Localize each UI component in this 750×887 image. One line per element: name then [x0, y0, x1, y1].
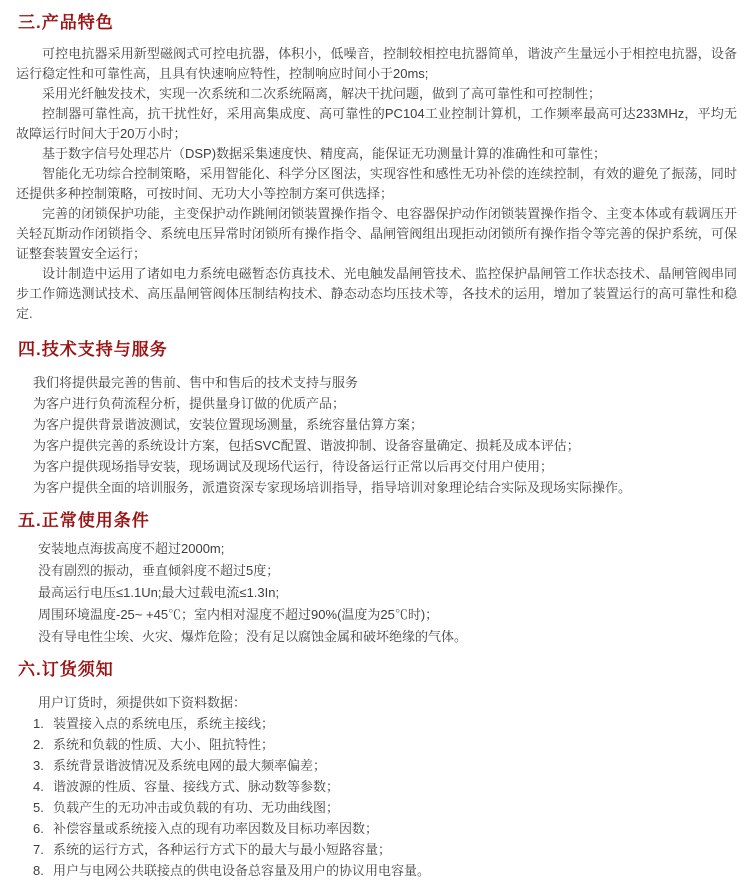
section-use-conditions — [16, 511, 737, 648]
feature-paragraph: 设计制造中运用了诸如电力系统电磁暂态仿真技术、光电触发晶闸管技术、监控保护晶闸管工作状态技术、晶闸管阀串同步工作筛选测试技术、高压晶闸管阀体压制结构技术、静态动态均压技术等，各技术的运用，增加了装置运行的高可靠性和稳定. — [16, 266, 737, 321]
condition-line: 没有剧烈的振动，垂直倾斜度不超过5度； — [38, 563, 280, 578]
section-heading-product-features: 三.产品特色 — [18, 13, 114, 32]
section-heading-tech-support: 四.技术支持与服务 — [18, 340, 168, 359]
section-product-features — [16, 13, 737, 324]
ordering-item-number: 8. — [33, 863, 44, 878]
ordering-item-text: 补偿容量或系统接入点的现有功率因数及目标功率因数； — [53, 821, 379, 836]
support-line: 为客户进行负荷流程分析，提供量身订做的优质产品； — [33, 396, 346, 411]
feature-paragraph: 采用光纤触发技术，实现一次系统和二次系统隔离，解决干扰问题，做到了高可靠性和可控制性； — [42, 86, 602, 101]
support-line: 为客户提供全面的培训服务，派遣资深专家现场培训指导，指导培训对象理论结合实际及现场实际操作。 — [33, 480, 632, 495]
condition-line: 周围环境温度-25~ +45℃；室内相对湿度不超过90%(温度为25℃时)； — [38, 607, 439, 622]
ordering-intro: 用户订货时，须提供如下资料数据： — [38, 695, 247, 710]
ordering-item-number: 1. — [33, 716, 44, 731]
feature-paragraph: 完善的闭锁保护功能，主变保护动作跳闸闭锁装置操作指令、电容器保护动作闭锁装置操作指令、主变本体或有载调压开关轻瓦斯动作闭锁指令、系统电压异常时闭锁所有操作指令、晶闸管阀组出现拒动闭锁所有操作指令等完善的保护系统，可保证整套装置安全运行； — [16, 206, 737, 261]
ordering-item — [33, 755, 737, 776]
ordering-item-number: 3. — [33, 758, 44, 773]
support-line: 为客户提供现场指导安装，现场调试及现场代运行，待设备运行正常以后再交付用户使用； — [33, 459, 554, 474]
ordering-item — [33, 776, 737, 797]
feature-paragraph: 基于数字信号处理芯片（DSP)数据采集速度快、精度高，能保证无功测量计算的准确性和可靠性； — [42, 146, 607, 161]
ordering-item-text: 装置接入点的系统电压，系统主接线； — [53, 716, 275, 731]
feature-paragraph: 智能化无功综合控制策略，采用智能化、科学分区图法，实现容性和感性无功补偿的连续控制，有效的避免了振荡，同时还提供多种控制策略，可按时间、无功大小等控制方案可供选择； — [16, 166, 737, 201]
section-tech-support — [16, 340, 737, 498]
ordering-item — [33, 713, 737, 734]
ordering-item — [33, 734, 737, 755]
ordering-item — [33, 797, 737, 818]
condition-line: 安装地点海拔高度不超过2000m; — [38, 541, 225, 556]
ordering-item-number: 6. — [33, 821, 44, 836]
condition-line: 最高运行电压≤1.1Un;最大过载电流≤1.3In; — [38, 585, 280, 600]
ordering-item-number: 7. — [33, 842, 44, 857]
ordering-item-text: 谐波源的性质、容量、接线方式、脉动数等参数； — [53, 779, 340, 794]
support-line: 为客户提供背景谐波测试，安装位置现场测量，系统容量估算方案； — [33, 417, 424, 432]
ordering-item-text: 系统的运行方式，各种运行方式下的最大与最小短路容量； — [53, 842, 392, 857]
ordering-item-number: 5. — [33, 800, 44, 815]
feature-paragraph: 控制器可靠性高，抗干扰性好，采用高集成度、高可靠性的PC104工业控制计算机，工作频率最高可达233MHz，平均无故障运行时间大于20万小时； — [16, 106, 737, 141]
feature-paragraph: 可控电抗器采用新型磁阀式可控电抗器，体积小，低噪音，控制较相控电抗器简单，谐波产生量远小于相控电抗器，设备运行稳定性和可靠性高，且具有快速响应特性，控制响应时间小于20ms; — [16, 46, 737, 81]
use-conditions-body — [16, 538, 737, 648]
condition-line: 没有导电性尘埃、火灾、爆炸危险；没有足以腐蚀金属和破坏绝缘的气体。 — [38, 629, 468, 644]
ordering-items-list — [33, 713, 737, 881]
section-heading-use-conditions: 五.正常使用条件 — [18, 511, 150, 530]
ordering-item-text: 系统背景谐波情况及系统电网的最大频率偏差； — [53, 758, 327, 773]
section-heading-ordering-notes: 六.订货须知 — [18, 660, 114, 679]
ordering-item — [33, 818, 737, 839]
ordering-item-number: 4. — [33, 779, 44, 794]
ordering-item-text: 系统和负载的性质、大小、阻抗特性； — [53, 737, 275, 752]
ordering-item-text: 负载产生的无功冲击或负载的有功、无功曲线图； — [53, 800, 340, 815]
tech-support-body — [16, 372, 737, 498]
ordering-item-text: 用户与电网公共联接点的供电设备总容量及用户的协议用电容量。 — [53, 863, 431, 878]
section-ordering-notes — [16, 660, 737, 881]
ordering-item-number: 2. — [33, 737, 44, 752]
support-line: 我们将提供最完善的售前、售中和售后的技术支持与服务 — [33, 375, 359, 390]
product-features-body — [16, 44, 737, 324]
ordering-item — [33, 860, 737, 881]
support-line: 为客户提供完善的系统设计方案，包括SVC配置、谐波抑制、设备容量确定、损耗及成本评估； — [33, 438, 580, 453]
ordering-item — [33, 839, 737, 860]
